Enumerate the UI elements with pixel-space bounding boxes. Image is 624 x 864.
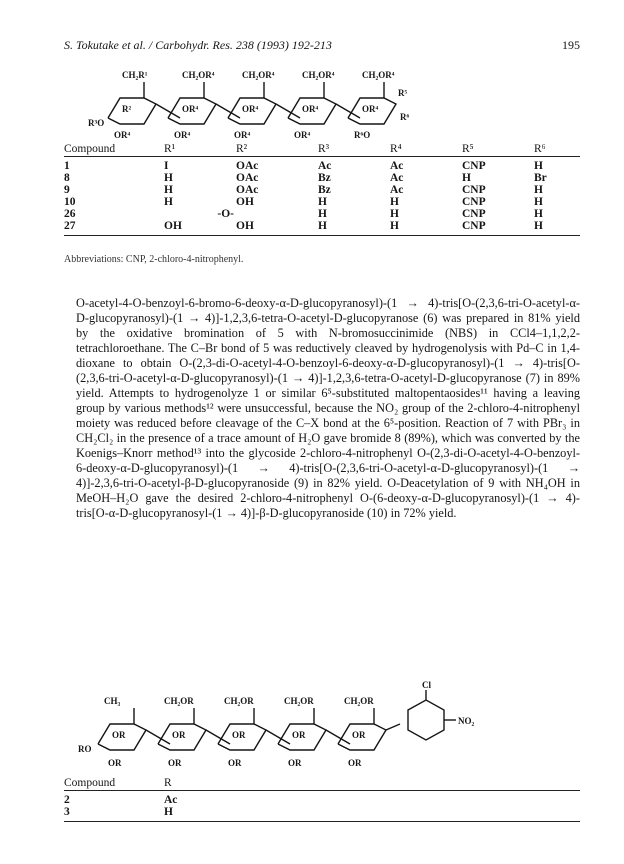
journal-citation: S. Tokutake et al. / Carbohydr. Res. 238 (1993) 192-213 [64, 38, 332, 52]
table-row [64, 196, 580, 208]
ch2-label: CH₂OR [164, 696, 194, 706]
ch2-label: CH₂OR⁴ [362, 70, 395, 80]
body-text [76, 296, 580, 521]
substituent-label: OR⁴ [174, 130, 191, 140]
substituent-label: R³O [88, 118, 105, 128]
table-cell: 27 [64, 220, 164, 236]
table-cell: OAc [236, 184, 259, 196]
table-cell: 1 [64, 160, 70, 172]
table-cell: 8 [64, 172, 70, 184]
substituent-label: OR [352, 730, 366, 740]
table-cell: OH [164, 220, 236, 236]
table-cell: OAc [236, 160, 259, 172]
table-cell: -O- [217, 208, 234, 220]
table-cell: H [318, 220, 390, 236]
table-cell: H [318, 196, 327, 208]
table-cell: CNP [462, 196, 486, 208]
page-number: 195 [562, 38, 580, 52]
substituent-label: OR [232, 730, 246, 740]
substituent-label: R² [122, 104, 132, 114]
table-cell [236, 208, 318, 220]
table-cell: H [390, 208, 399, 220]
compound-table [64, 776, 580, 822]
substituent-label: OR⁴ [362, 104, 379, 114]
col-header: R⁶ [534, 142, 580, 157]
body-paragraph: O-acetyl-4-O-benzoyl-6-bromo-6-deoxy-α-D-glucopyranosyl)-(1 → 4)-tris[O-(2,3,6-tri-O-acetyl-α-D-glucopyranosyl)-(1 → 4)]-1,2,3,6-tetra-O-acetyl-D-glucopyranose (6) was prepared in 81% yield by the oxidative bromination of 5 with N-bromosuccinimide (NBS) in CCl4–1,1,2,2-tetrachloroethane. The C–Br bond of 5 was reductively cleaved by hydrogenolysis with Pd–C in 1,4-dioxane to obtain O-(2,3-di-O-acetyl-4-O-benzoyl-6-deoxy-α-D-glucopyranosyl)-(1 → 4)-tris[O-(2,3,6-tri-O-acetyl-α-D-glucopyranosyl)-(1 → 4)]-1,2,3,6-tetra-O-acetyl-D-glucopyranose (7) in 89% yield. Attempts to hydrogenolyze 1 or similar 6⁵-substituted maltopentaosides¹¹ having a leaving group by various methods¹² were unsuccessful, because the NO₂ group of the 2-chloro-4-nitrophenyl moiety was reduced before cleavage of the C–X bond at the 6⁵-position. Reaction of 7 with PBr₃ in CH₂Cl₂ in the presence of a trace amount of H₂O gave bromide 8 (89%), which was converted by the Koenigs–Knorr method¹³ into the glycoside 2-chloro-4-nitrophenyl O-(2,3-di-O-acetyl-4-O-benzoyl-6-deoxy-α-D-glucopyranosyl)-(1 → 4)-tris[O-(2,3,6-tri-O-acetyl-α-D-glucopyranosyl)-(1 → 4)]-2,3,6-tri-O-acetyl-β-D-glucopyranoside (9) in 82% yield. O-Deacetylation of 9 with NH₄OH in MeOH–H₂O gave the desired 2-chloro-4-nitrophenyl O-(6-deoxy-α-D-glucopyranosyl)-(1 → 4)-tris[O-α-D-glucopyranosyl-(1 → 4)]-β-D-glucopyranoside (10) in 72% yield. [76, 296, 580, 520]
table-cell: CNP [462, 208, 486, 220]
table-cell: H [534, 220, 580, 236]
table-cell: OAc [236, 172, 259, 184]
table-footnote: Abbreviations: CNP, 2-chloro-4-nitrophenyl. [64, 254, 244, 265]
table-cell: H [164, 196, 173, 208]
ch2-label: CH₂OR [284, 696, 314, 706]
substituent-label: OR [228, 758, 242, 768]
table-cell: H [534, 184, 543, 196]
table-cell: H [164, 184, 173, 196]
substituent-label: OR⁴ [302, 104, 319, 114]
substituent-label: R⁶O [354, 130, 371, 140]
table-cell: 10 [64, 196, 76, 208]
table-header-row [64, 142, 580, 157]
ch2-label: CH₂OR [344, 696, 374, 706]
table-cell: CNP [462, 160, 486, 172]
table-cell: CNP [462, 220, 534, 236]
table-row [64, 220, 580, 236]
table-cell: Br [534, 172, 547, 184]
ch3-label: CH₃ [104, 696, 121, 706]
col-header: R [164, 776, 580, 791]
table-cell: H [534, 160, 543, 172]
maltopentaoside-structure-top [64, 62, 580, 144]
ch2-label: CH₂OR [224, 696, 254, 706]
table-cell: 9 [64, 184, 70, 196]
table-row [64, 806, 580, 822]
substituent-label: OR⁴ [182, 104, 199, 114]
table-row [64, 157, 580, 173]
table-cell: CNP [462, 184, 486, 196]
table-cell: H [534, 208, 543, 220]
table-cell: I [164, 160, 169, 172]
substituent-label: OR⁴ [294, 130, 311, 140]
ring-bonds [108, 82, 396, 124]
table-cell: H [164, 172, 173, 184]
chloro-label: Cl [422, 680, 431, 690]
substituent-label: OR [112, 730, 126, 740]
substituent-label: R⁵ [398, 88, 408, 98]
ch2-label: CH₂OR⁴ [182, 70, 215, 80]
substituent-table [64, 142, 580, 236]
table-cell: 26 [64, 208, 76, 220]
table-row [64, 184, 580, 196]
substituent-label: OR [288, 758, 302, 768]
ch2-label: CH₂OR⁴ [242, 70, 275, 80]
table-cell: H [534, 196, 543, 208]
table-cell: Ac [164, 794, 178, 806]
table-cell: H [462, 172, 471, 184]
table-cell: Ac [390, 172, 404, 184]
table-header-row [64, 776, 580, 791]
running-header [64, 38, 580, 54]
substituent-label: R⁶ [400, 112, 410, 122]
substituent-label: OR⁴ [114, 130, 131, 140]
col-header: R³ [318, 142, 390, 157]
substituent-label: RO [78, 744, 92, 754]
table-cell: H [390, 196, 399, 208]
table-row [64, 208, 580, 220]
nitro-label: NO₂ [458, 716, 475, 726]
col-header: R⁵ [462, 142, 534, 157]
ch2-label: CH₂R¹ [122, 70, 148, 80]
table-cell: Bz [318, 172, 331, 184]
maltopentaoside-structure-bottom [64, 680, 580, 774]
table-cell: 3 [64, 806, 164, 822]
table-row [64, 172, 580, 184]
substituent-label: OR [108, 758, 122, 768]
table-cell: OH [236, 220, 318, 236]
table-row [64, 791, 580, 807]
ring-bonds [98, 690, 456, 750]
table-cell: Ac [318, 160, 332, 172]
substituent-label: OR [348, 758, 362, 768]
table-cell: Ac [390, 160, 404, 172]
table-cell: 2 [64, 794, 70, 806]
col-header: R² [236, 142, 318, 157]
substituent-label: OR [292, 730, 306, 740]
col-header: Compound [64, 776, 164, 791]
substituent-label: OR [172, 730, 186, 740]
substituent-label: OR⁴ [242, 104, 259, 114]
table-cell: H [164, 806, 580, 822]
col-header: R⁴ [390, 142, 462, 157]
table-cell: H [318, 208, 327, 220]
table-cell: Ac [390, 184, 404, 196]
substituent-label: OR⁴ [234, 130, 251, 140]
table-cell: H [390, 220, 462, 236]
table-cell: OH [236, 196, 254, 208]
col-header: Compound [64, 142, 164, 157]
table-cell: Bz [318, 184, 331, 196]
col-header: R¹ [164, 142, 236, 157]
ch2-label: CH₂OR⁴ [302, 70, 335, 80]
substituent-label: OR [168, 758, 182, 768]
